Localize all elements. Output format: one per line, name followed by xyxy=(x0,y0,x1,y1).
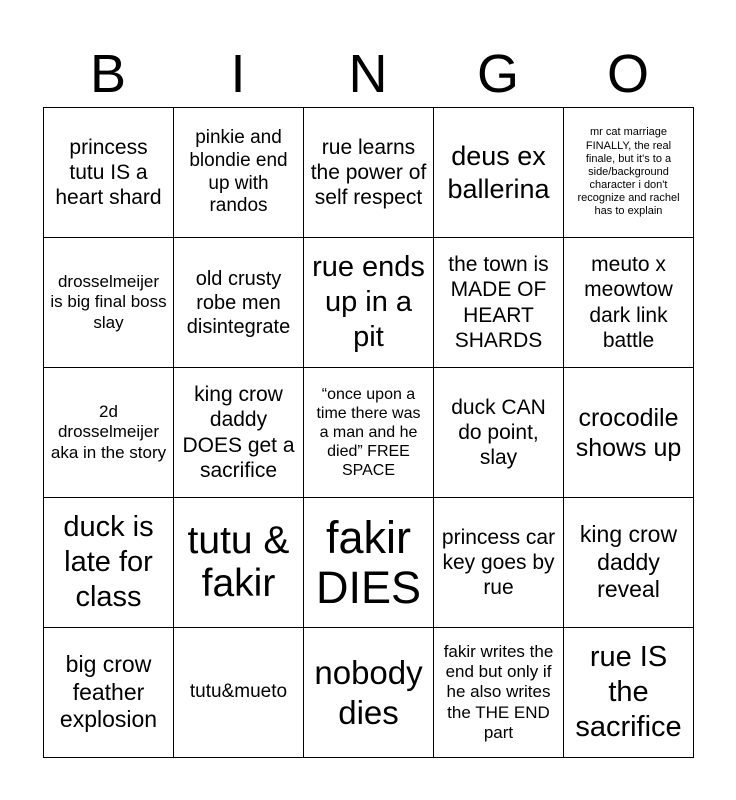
bingo-cell-free-space[interactable]: “once upon a time there was a man and he died” FREE SPACE xyxy=(304,368,434,498)
bingo-cell[interactable]: mr cat marriage FINALLY, the real finale, but it's to a side/background character i don't recognize and rachel has to explain xyxy=(564,108,694,238)
header-letter-b: B xyxy=(89,44,127,104)
bingo-cell[interactable]: pinkie and blondie end up with randos xyxy=(174,108,304,238)
header-letter-i: I xyxy=(230,44,246,104)
bingo-cell[interactable]: old crusty robe men disintegrate xyxy=(174,238,304,368)
bingo-cell[interactable]: crocodile shows up xyxy=(564,368,694,498)
bingo-cell[interactable]: duck CAN do point, slay xyxy=(434,368,564,498)
bingo-header xyxy=(43,40,693,108)
bingo-cell[interactable]: the town is MADE OF HEART SHARDS xyxy=(434,238,564,368)
bingo-cell[interactable]: princess car key goes by rue xyxy=(434,498,564,628)
bingo-grid xyxy=(43,107,694,758)
bingo-cell[interactable]: fakir writes the end but only if he also writes the THE END part xyxy=(434,628,564,758)
bingo-cell[interactable]: duck is late for class xyxy=(44,498,174,628)
bingo-cell[interactable]: tutu & fakir xyxy=(174,498,304,628)
bingo-cell[interactable]: rue learns the power of self respect xyxy=(304,108,434,238)
bingo-cell[interactable]: fakir DIES xyxy=(304,498,434,628)
bingo-cell[interactable]: deus ex ballerina xyxy=(434,108,564,238)
bingo-cell[interactable]: big crow feather explosion xyxy=(44,628,174,758)
header-letter-o: O xyxy=(606,44,649,104)
bingo-cell[interactable]: rue ends up in a pit xyxy=(304,238,434,368)
bingo-cell[interactable]: drosselmeijer is big final boss slay xyxy=(44,238,174,368)
bingo-cell[interactable]: king crow daddy DOES get a sacrifice xyxy=(174,368,304,498)
header-letter-n: N xyxy=(348,44,388,104)
bingo-cell[interactable]: rue IS the sacrifice xyxy=(564,628,694,758)
bingo-cell[interactable]: nobody dies xyxy=(304,628,434,758)
header-letter-g: G xyxy=(476,44,519,104)
bingo-cell[interactable]: tutu&mueto xyxy=(174,628,304,758)
bingo-cell[interactable]: meuto x meowtow dark link battle xyxy=(564,238,694,368)
bingo-cell[interactable]: king crow daddy reveal xyxy=(564,498,694,628)
bingo-cell[interactable]: princess tutu IS a heart shard xyxy=(44,108,174,238)
bingo-cell[interactable]: 2d drosselmeijer aka in the story xyxy=(44,368,174,498)
